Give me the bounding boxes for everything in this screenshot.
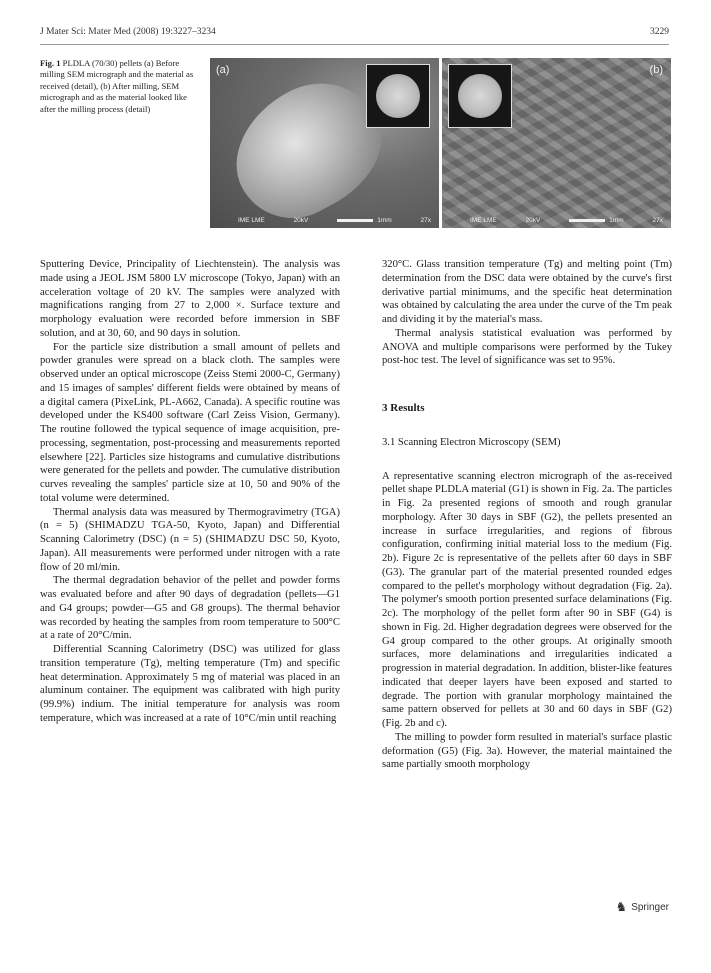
lab-label-b: IME LME [470, 217, 497, 224]
paragraph: Sputtering Device, Principality of Liechtenstein). The analysis was made using a JEOL JSM 5800 LV microscope (Tokyo, Japan) with an acceleration voltage of 20 kV. The samples were analyzed with magnifications ranging from 27 to 2,000 ×. Surface texture and morphology evaluation were recorded before immersion in SBF solution, and at 30, 60, and 90 days in solution. [40, 259, 340, 339]
micrograph-info-b [470, 217, 663, 224]
publisher-footer [616, 899, 669, 915]
lab-label-a: IME LME [238, 217, 265, 224]
right-column [382, 258, 672, 772]
sem-panel-a [210, 58, 439, 228]
figure-1 [40, 52, 671, 232]
sem-panel-b [442, 58, 671, 228]
micrograph-info-a [238, 217, 431, 224]
voltage-label-a: 20kV [293, 217, 309, 224]
panel-label-b: (b) [649, 64, 663, 76]
journal-citation: J Mater Sci: Mater Med (2008) 19:3227–3234 [40, 27, 216, 37]
magnification-a: 27x [420, 217, 431, 224]
running-head [40, 27, 669, 37]
publisher-name: Springer [631, 901, 669, 913]
figure-caption-text: PLDLA (70/30) pellets (a) Before milling SEM micrograph and the material as received (detail), (b) After milling, SEM micrograph and as the material looked like after the milling process (detail) [40, 58, 194, 114]
paragraph: Differential Scanning Calorimetry (DSC) was utilized for glass transition temperature (Tg), melting temperature (Tm) and specific heat determination. Approximately 5 mg of material was placed in an aluminum container. The equipment was calibrated with high purity (99.9%) indium. The initial temperature for analysis was room temperature, which was increased at a rate of 10°C/min until reaching [40, 644, 340, 724]
panel-label-a: (a) [216, 64, 230, 76]
paragraph: The milling to powder form resulted in material's surface plastic deformation (G5) (Fig. 3a). However, the material maintained the same partially smooth morphology [382, 731, 672, 771]
paragraph: Thermal analysis data was measured by Thermogravimetry (TGA) (n = 5) (SHIMADZU TGA-50, Kyoto, Japan) and Differential Scanning Calorimetry (DSC) (n = 5) (SHIMADZU DSC 50, Kyoto, Japan). All measurements were performed under nitrogen with a rate flow of 20 ml/min. [40, 506, 340, 573]
scale-bar-b [569, 219, 605, 222]
figure-caption [40, 58, 202, 115]
page-number: 3229 [650, 27, 669, 37]
springer-horse-icon: ♞ [615, 899, 628, 914]
section-heading: 3 Results [382, 402, 425, 414]
paragraph: 320°C. Glass transition temperature (Tg) and melting point (Tm) determination from the DSC data were obtained by the curve's first derivative partial minimums, and the specific heat determination was obtained by calculating the area under the curve of the Tm peak and dividing it by the material's mass. [382, 259, 672, 325]
paragraph: A representative scanning electron micrograph of the as-received pellet shape PLDLA material (G1) is shown in Fig. 2a. The particles in Fig. 2a presented regions of smooth and rough granular morphology. After 30 days in SBF (G2), the pellets presented an increase in surface irregularities, and regions of fibrous configuration, confirming initial material loss to the medium (Fig. 2b). Figure 2c is representative of the pellets after 60 days in SBF (G3). The granular part of the material presented rounded edges compared to the pellet's morphology without degradation (Fig. 2a). The polymer's smooth portion presented surface delaminations (Fig. 2c). The morphology of the pellet form after 90 in SBF (G4) is shown in Fig. 2d. Higher degradation degrees were observed for the G4 group compared to the other groups. At originally smooth surfaces, more delaminations and irregularities indicated a progression in material degradation. In addition, blister-like features indicated that deeper layers have been exposed and started to degrade. The portion with granular morphology maintained the same pattern observed for pellets at 30 and 60 days in SBF (G2) (Fig. 2b and c). [382, 470, 672, 729]
scale-b [569, 217, 623, 224]
scale-text-b: 1mm [609, 217, 624, 224]
scale-a [337, 217, 391, 224]
scale-text-a: 1mm [377, 217, 392, 224]
inset-detail-b [448, 64, 512, 128]
scale-bar-a [337, 219, 373, 222]
paragraph: The thermal degradation behavior of the pellet and powder forms was evaluated before and after 90 days of degradation (pellets—G1 and G4 groups; powder—G5 and G8 groups). The thermal behavior was recorded by heating the samples from room temperature to 500°C at a rate of 20°C/min. [40, 575, 340, 642]
figure-caption-label: Fig. 1 [40, 58, 61, 68]
paragraph: Thermal analysis statistical evaluation was performed by ANOVA and multiple comparisons were performed by the Tukey post-hoc test. The level of significance was set to 95%. [382, 327, 672, 367]
left-column [40, 258, 340, 726]
figure-panels [210, 58, 671, 228]
paragraph: For the particle size distribution a small amount of pellets and powder granules were spread on a black cloth. The samples were observed under an optical microscope (Zeiss Stemi 2000-C, Germany) and 15 images of samples' different fields were obtained by means of a digital camera (PixeLink, PL-A662, Canada). A specific routine was developed under the KS400 software (Carl Zeiss Vision, Germany). The routine followed the typical sequence of image acquisition, pre-processing, segmentation, post-processing and measurements reported elsewhere [22]. Particles size histograms and cumulative distributions were generated for the pellets and powder. The cumulative distribution curves revealing the samples' particle size at 10, 50 and 90% of the total volume were determined. [40, 341, 340, 504]
magnification-b: 27x [652, 217, 663, 224]
header-rule [40, 44, 669, 45]
inset-detail-a [366, 64, 430, 128]
subsection-heading: 3.1 Scanning Electron Microscopy (SEM) [382, 436, 561, 448]
voltage-label-b: 20kV [525, 217, 541, 224]
